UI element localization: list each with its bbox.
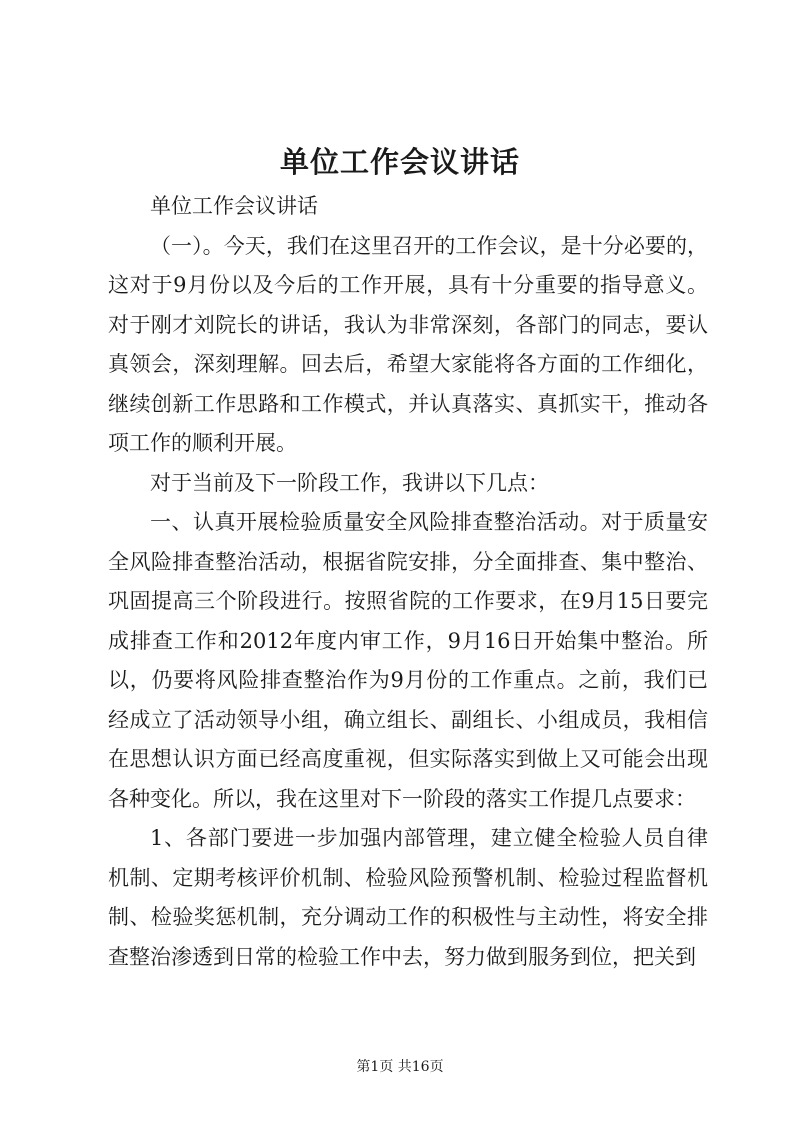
- paragraph-subtitle: 单位工作会议讲话: [150, 194, 318, 218]
- page-number-footer: 第1页 共16页: [356, 1059, 444, 1075]
- paragraph: 对于当前及下一阶段工作，我讲以下几点：: [150, 470, 549, 495]
- paragraph: （一）。今天，我们在这里召开的工作会议，是十分必要的，这对于9月份以及今后的工作开展，具有十分重要的指导意义。对于刚才刘院长的讲话，我认为非常深刻，各部门的同志，要认真领会，深刻理解。回去后，希望大家能将各方面的工作细化，继续创新工作思路和工作模式，并认真落实、真抓实干，推动各项工作的顺利开展。: [108, 233, 708, 455]
- paragraph: 一、认真开展检验质量安全风险排查整治活动。对于质量安全风险排查整治活动，根据省院安排，分全面排查、集中整治、巩固提高三个阶段进行。按照省院的工作要求，在9月15日要完成排查工作和2012年度内审工作，9月16日开始集中整治。所以，仍要将风险排查整治作为9月份的工作重点。之前，我们已经成立了活动领导小组，确立组长、副组长、小组成员，我相信在思想认识方面已经高度重视，但实际落实到做上又可能会出现各种变化。所以，我在这里对下一阶段的落实工作提几点要求：: [108, 510, 708, 811]
- document-title: 单位工作会议讲话: [279, 145, 520, 179]
- document-body: [108, 187, 708, 977]
- paragraph: 1、各部门要进一步加强内部管理，建立健全检验人员自律机制、定期考核评价机制、检验风险预警机制、检验过程监督机制、检验奖惩机制，充分调动工作的积极性与主动性，将安全排查整治渗透到日常的检验工作中去，努力做到服务到位，把关到: [108, 826, 708, 969]
